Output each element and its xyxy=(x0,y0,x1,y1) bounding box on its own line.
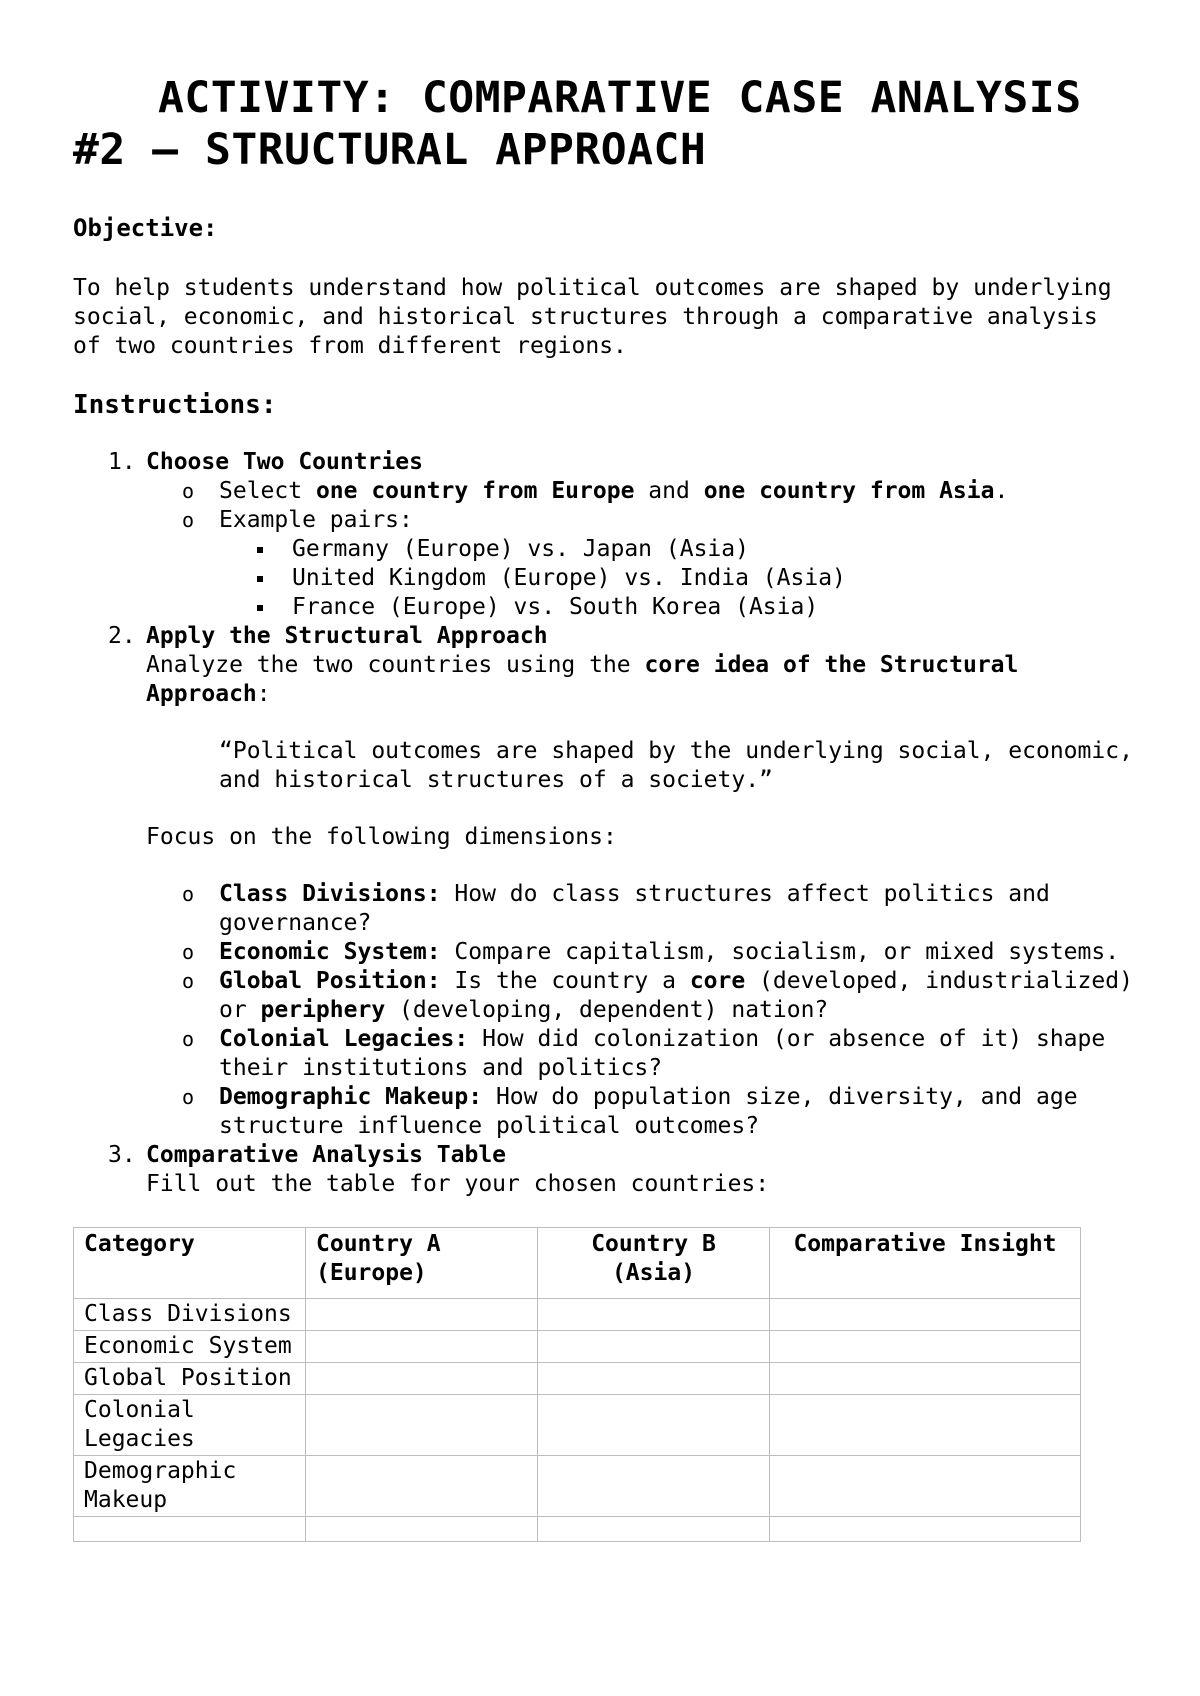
pair-text: Germany (Europe) vs. Japan (Asia) xyxy=(292,536,749,562)
input-cell[interactable] xyxy=(306,1395,538,1456)
input-cell[interactable] xyxy=(538,1456,770,1517)
input-cell[interactable] xyxy=(538,1331,770,1363)
input-cell[interactable] xyxy=(770,1299,1081,1331)
step-number: 1. xyxy=(108,449,136,475)
bold-text: periphery xyxy=(260,997,386,1023)
list-item xyxy=(146,880,1133,938)
square-bullet-icon xyxy=(257,605,263,611)
instruction-steps xyxy=(73,448,1133,1199)
list-item xyxy=(146,1083,1133,1141)
text-run: Select xyxy=(219,478,316,504)
input-cell[interactable] xyxy=(770,1395,1081,1456)
dimension-text: How do class structures affect politics and governance? xyxy=(219,881,1050,936)
dimension-text: Is the country a xyxy=(440,968,690,994)
square-bullet-icon xyxy=(257,576,263,582)
circle-bullet-icon: o xyxy=(182,479,195,503)
input-cell[interactable] xyxy=(306,1456,538,1517)
table-row xyxy=(74,1331,1081,1363)
text-run: : xyxy=(256,681,271,707)
list-item xyxy=(146,477,1133,506)
header-cell: Category xyxy=(74,1228,306,1299)
objective-heading: Objective: xyxy=(73,214,218,242)
dimension-label: Colonial Legacies: xyxy=(219,1026,469,1052)
circle-bullet-icon: o xyxy=(182,940,195,964)
document-page xyxy=(73,72,1133,1542)
circle-bullet-icon: o xyxy=(182,1085,195,1109)
circle-bullet-icon: o xyxy=(182,508,195,532)
list-item xyxy=(219,564,1133,593)
category-cell: Demographic Makeup xyxy=(74,1456,306,1517)
list-item xyxy=(146,938,1133,967)
input-cell[interactable] xyxy=(306,1363,538,1395)
list-item xyxy=(146,967,1133,1025)
header-cell: Country B (Asia) xyxy=(538,1228,770,1299)
input-cell[interactable] xyxy=(306,1299,538,1331)
category-cell: Class Divisions xyxy=(74,1299,306,1331)
square-bullet-icon xyxy=(257,547,263,553)
pair-text: United Kingdom (Europe) vs. India (Asia) xyxy=(292,565,846,591)
blank-cell[interactable] xyxy=(306,1517,538,1542)
dimension-text: How do population size, diversity, and age structure influence political outcomes? xyxy=(219,1084,1078,1139)
text-run: . xyxy=(994,478,1009,504)
dimension-text: How did colonization (or absence of it) shape their institutions and politics? xyxy=(219,1026,1106,1081)
category-cell: Economic System xyxy=(74,1331,306,1363)
comparative-table-wrap xyxy=(73,1227,1133,1542)
step-1 xyxy=(73,448,1133,622)
step-number: 2. xyxy=(108,623,136,649)
text-run: Analyze the two countries using the xyxy=(146,652,645,678)
circle-bullet-icon: o xyxy=(182,882,195,906)
input-cell[interactable] xyxy=(306,1331,538,1363)
input-cell[interactable] xyxy=(770,1363,1081,1395)
blank-cell[interactable] xyxy=(770,1517,1081,1542)
page-title: ACTIVITY: COMPARATIVE CASE ANALYSIS #2 – STRUCTURAL APPROACH xyxy=(73,73,1082,175)
category-cell: Colonial Legacies xyxy=(74,1395,306,1456)
input-cell[interactable] xyxy=(538,1363,770,1395)
header-cell: Country A (Europe) xyxy=(306,1228,538,1299)
bold-text: one country from Europe xyxy=(315,478,635,504)
header-cell: Comparative Insight xyxy=(770,1228,1081,1299)
pair-text: France (Europe) vs. South Korea (Asia) xyxy=(292,594,819,620)
table-row xyxy=(74,1456,1081,1517)
step-title: Choose Two Countries xyxy=(146,449,423,475)
bold-text: core idea of the Structural Approach xyxy=(146,652,1019,707)
circle-bullet-icon: o xyxy=(182,969,195,993)
example-pairs-label: Example pairs: xyxy=(219,507,413,533)
list-item xyxy=(146,506,1133,622)
text-run: and xyxy=(634,478,704,504)
blank-cell[interactable] xyxy=(538,1517,770,1542)
dimension-label: Economic System: xyxy=(219,939,441,965)
dimension-label: Class Divisions: xyxy=(219,881,441,907)
step-2 xyxy=(73,622,1133,1141)
input-cell[interactable] xyxy=(538,1395,770,1456)
objective-text: To help students understand how political outcomes are shaped by underlying social, economic, and historical structures through a comparative analysis of two countries from different regions. xyxy=(73,275,1112,359)
dimension-label: Demographic Makeup: xyxy=(219,1084,483,1110)
step-title: Comparative Analysis Table xyxy=(146,1142,507,1168)
step-title: Apply the Structural Approach xyxy=(146,623,548,649)
instructions-heading: Instructions: xyxy=(73,390,277,420)
table-header-row xyxy=(74,1228,1081,1299)
step-number: 3. xyxy=(108,1142,136,1168)
dimension-text: (developed, industrialized) or xyxy=(219,968,1133,1023)
circle-bullet-icon: o xyxy=(182,1027,195,1051)
dimension-text: Compare capitalism, socialism, or mixed systems. xyxy=(440,939,1120,965)
input-cell[interactable] xyxy=(770,1331,1081,1363)
blank-cell[interactable] xyxy=(74,1517,306,1542)
list-item xyxy=(146,1025,1133,1083)
dimensions-list xyxy=(146,880,1133,1141)
category-cell: Global Position xyxy=(74,1363,306,1395)
step-1-list xyxy=(146,477,1133,622)
table-row xyxy=(74,1395,1081,1456)
step-3-text: Fill out the table for your chosen countries: xyxy=(146,1171,770,1197)
step-3 xyxy=(73,1141,1133,1199)
bold-text: core xyxy=(689,968,746,994)
dimension-label: Global Position: xyxy=(219,968,441,994)
list-item xyxy=(219,593,1133,622)
input-cell[interactable] xyxy=(538,1299,770,1331)
table-row xyxy=(74,1363,1081,1395)
input-cell[interactable] xyxy=(770,1456,1081,1517)
comparative-analysis-table xyxy=(73,1227,1081,1542)
bold-text: one country from Asia xyxy=(703,478,995,504)
list-item xyxy=(219,535,1133,564)
dimension-text: (developing, dependent) nation? xyxy=(385,997,829,1023)
table-row xyxy=(74,1517,1081,1542)
example-pairs-list xyxy=(219,535,1133,622)
table-row xyxy=(74,1299,1081,1331)
structural-quote: “Political outcomes are shaped by the underlying social, economic, and historical structures of a society.” xyxy=(219,738,1133,793)
focus-text: Focus on the following dimensions: xyxy=(146,824,617,850)
